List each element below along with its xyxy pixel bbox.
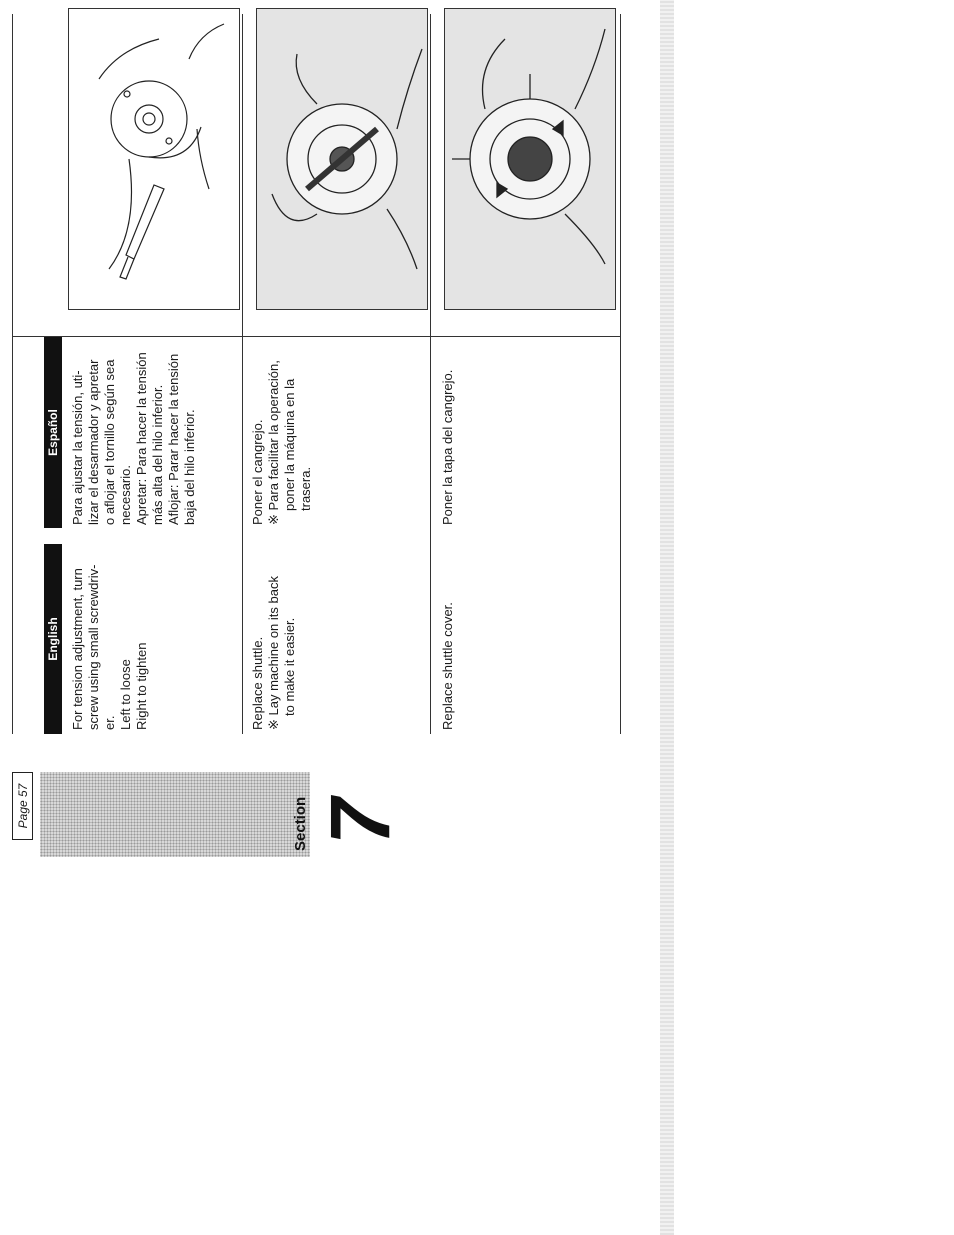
shuttle-cover-illustration xyxy=(444,8,616,310)
row3-english: Replace shuttle cover. xyxy=(440,602,455,730)
header-english: English xyxy=(44,544,62,734)
row-divider xyxy=(242,14,243,734)
section-number: 7 xyxy=(313,798,407,845)
scan-edge xyxy=(660,0,674,1235)
row1-english: For tension adjustment, turn screw using small screwdriv- er. Left to loose Right to tighten xyxy=(70,564,149,730)
row-divider xyxy=(620,14,621,734)
shuttle-icon xyxy=(257,9,427,309)
language-header xyxy=(44,337,62,734)
row2-spanish: Poner el cangrejo. ※ Para facilitar la operación, poner la máquina en la trasera. xyxy=(250,360,313,525)
row2-english: Replace shuttle. ※ Lay machine on its back to make it easier. xyxy=(250,576,297,730)
shuttle-insertion-illustration xyxy=(256,8,428,310)
row-divider xyxy=(430,14,431,734)
section-block xyxy=(40,772,407,857)
screwdriver-icon xyxy=(69,9,239,309)
shuttle-cover-icon xyxy=(445,9,615,309)
header-spanish: Español xyxy=(44,337,62,528)
screwdriver-bobbin-case-illustration xyxy=(68,8,240,310)
page-number: Page 57 xyxy=(12,772,33,840)
row-divider xyxy=(12,14,13,734)
row1-spanish: Para ajustar la tensión, uti- lizar el desarmador y apretar o aflojar el tornillo según sea necesario. Apretar: Para hacer la tensión más alta del hilo inferior. Aflojar: Parar hacer la tensión baja del hilo inferior. xyxy=(70,352,197,525)
row3-spanish: Poner la tapa del cangrejo. xyxy=(440,369,455,525)
section-label: Section xyxy=(292,796,309,851)
